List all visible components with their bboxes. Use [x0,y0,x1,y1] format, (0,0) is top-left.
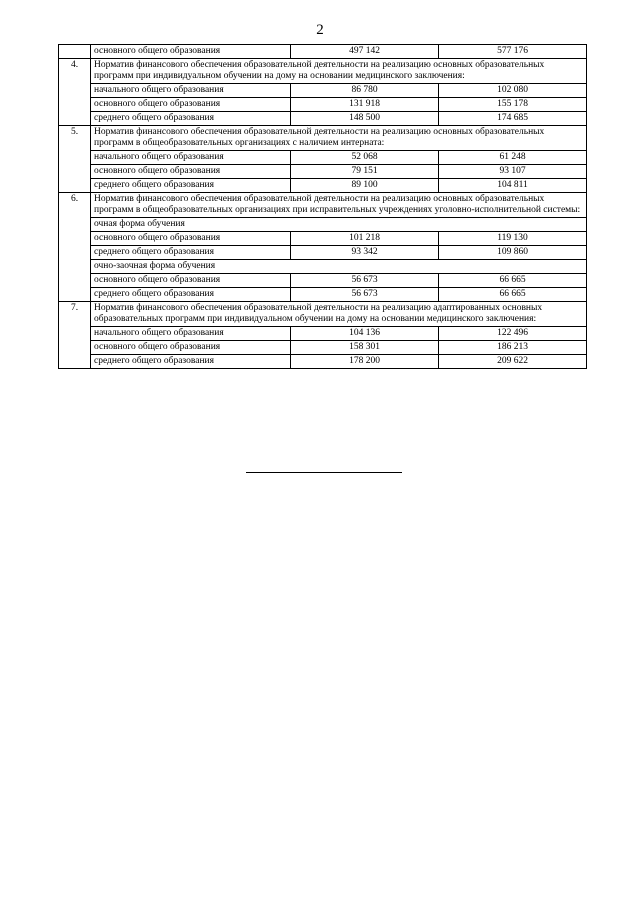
value-cell-2: 119 130 [439,232,587,246]
table-row [59,288,587,302]
value-cell-1: 56 673 [291,274,439,288]
education-level-label: начального общего образования [91,327,291,341]
value-cell-2: 577 176 [439,45,587,59]
study-form-heading: очно-заочная форма обучения [91,260,587,274]
value-cell-1: 158 301 [291,341,439,355]
section-number: 6. [59,193,91,302]
table-row [59,232,587,246]
value-cell-2: 109 860 [439,246,587,260]
table-row-section [59,302,587,327]
table-row [59,341,587,355]
page-number: 2 [316,22,324,38]
value-cell-2: 186 213 [439,341,587,355]
table-row-subheading [59,218,587,232]
value-cell-1: 178 200 [291,355,439,369]
table-row [59,327,587,341]
study-form-heading: очная форма обучения [91,218,587,232]
value-cell-2: 93 107 [439,165,587,179]
normative-description: Норматив финансового обеспечения образовательной деятельности на реализацию основных образовательных программ в общеобразовательных организациях с наличием интерната: [91,126,587,151]
value-cell-2: 122 496 [439,327,587,341]
table-row-section [59,193,587,218]
value-cell-1: 79 151 [291,165,439,179]
table-row [59,151,587,165]
education-level-label: среднего общего образования [91,288,291,302]
education-level-label: основного общего образования [91,165,291,179]
table-row [59,45,587,59]
education-level-label: основного общего образования [91,274,291,288]
normative-description: Норматив финансового обеспечения образовательной деятельности на реализацию основных образовательных программ при индивидуальном обучении на дому на основании медицинского заключения: [91,59,587,84]
normative-description: Норматив финансового обеспечения образовательной деятельности на реализацию адаптированных основных образовательных программ при индивидуальном обучении на дому на основании медицинского заключения: [91,302,587,327]
table-row [59,355,587,369]
table-row [59,112,587,126]
value-cell-1: 104 136 [291,327,439,341]
education-level-label: среднего общего образования [91,112,291,126]
value-cell-1: 89 100 [291,179,439,193]
education-level-label: начального общего образования [91,84,291,98]
value-cell-1: 101 218 [291,232,439,246]
value-cell-1: 56 673 [291,288,439,302]
value-cell-2: 155 178 [439,98,587,112]
education-level-label: основного общего образования [91,45,291,59]
value-cell-2: 66 665 [439,274,587,288]
value-cell-2: 174 685 [439,112,587,126]
value-cell-1: 148 500 [291,112,439,126]
table-row-subheading [59,260,587,274]
education-level-label: среднего общего образования [91,355,291,369]
normatives-table-body [59,45,587,369]
table-row [59,274,587,288]
value-cell-1: 131 918 [291,98,439,112]
value-cell-2: 209 622 [439,355,587,369]
table-row [59,84,587,98]
table-row [59,165,587,179]
normatives-table [58,44,587,369]
value-cell-2: 61 248 [439,151,587,165]
table-row-section [59,126,587,151]
education-level-label: основного общего образования [91,341,291,355]
value-cell-1: 93 342 [291,246,439,260]
value-cell-1: 497 142 [291,45,439,59]
section-number: 5. [59,126,91,193]
table-row [59,98,587,112]
education-level-label: среднего общего образования [91,246,291,260]
table-row-section [59,59,587,84]
table-row [59,246,587,260]
value-cell-2: 66 665 [439,288,587,302]
normative-description: Норматив финансового обеспечения образовательной деятельности на реализацию основных образовательных программ в общеобразовательных организациях при исправительных учреждениях уголовно-исполнительной системы: [91,193,587,218]
section-number: 7. [59,302,91,369]
value-cell-2: 104 811 [439,179,587,193]
education-level-label: основного общего образования [91,232,291,246]
table-row [59,179,587,193]
value-cell-1: 52 068 [291,151,439,165]
section-number [59,45,91,59]
section-number: 4. [59,59,91,126]
education-level-label: основного общего образования [91,98,291,112]
education-level-label: начального общего образования [91,151,291,165]
value-cell-2: 102 080 [439,84,587,98]
value-cell-1: 86 780 [291,84,439,98]
end-rule [246,472,402,473]
education-level-label: среднего общего образования [91,179,291,193]
